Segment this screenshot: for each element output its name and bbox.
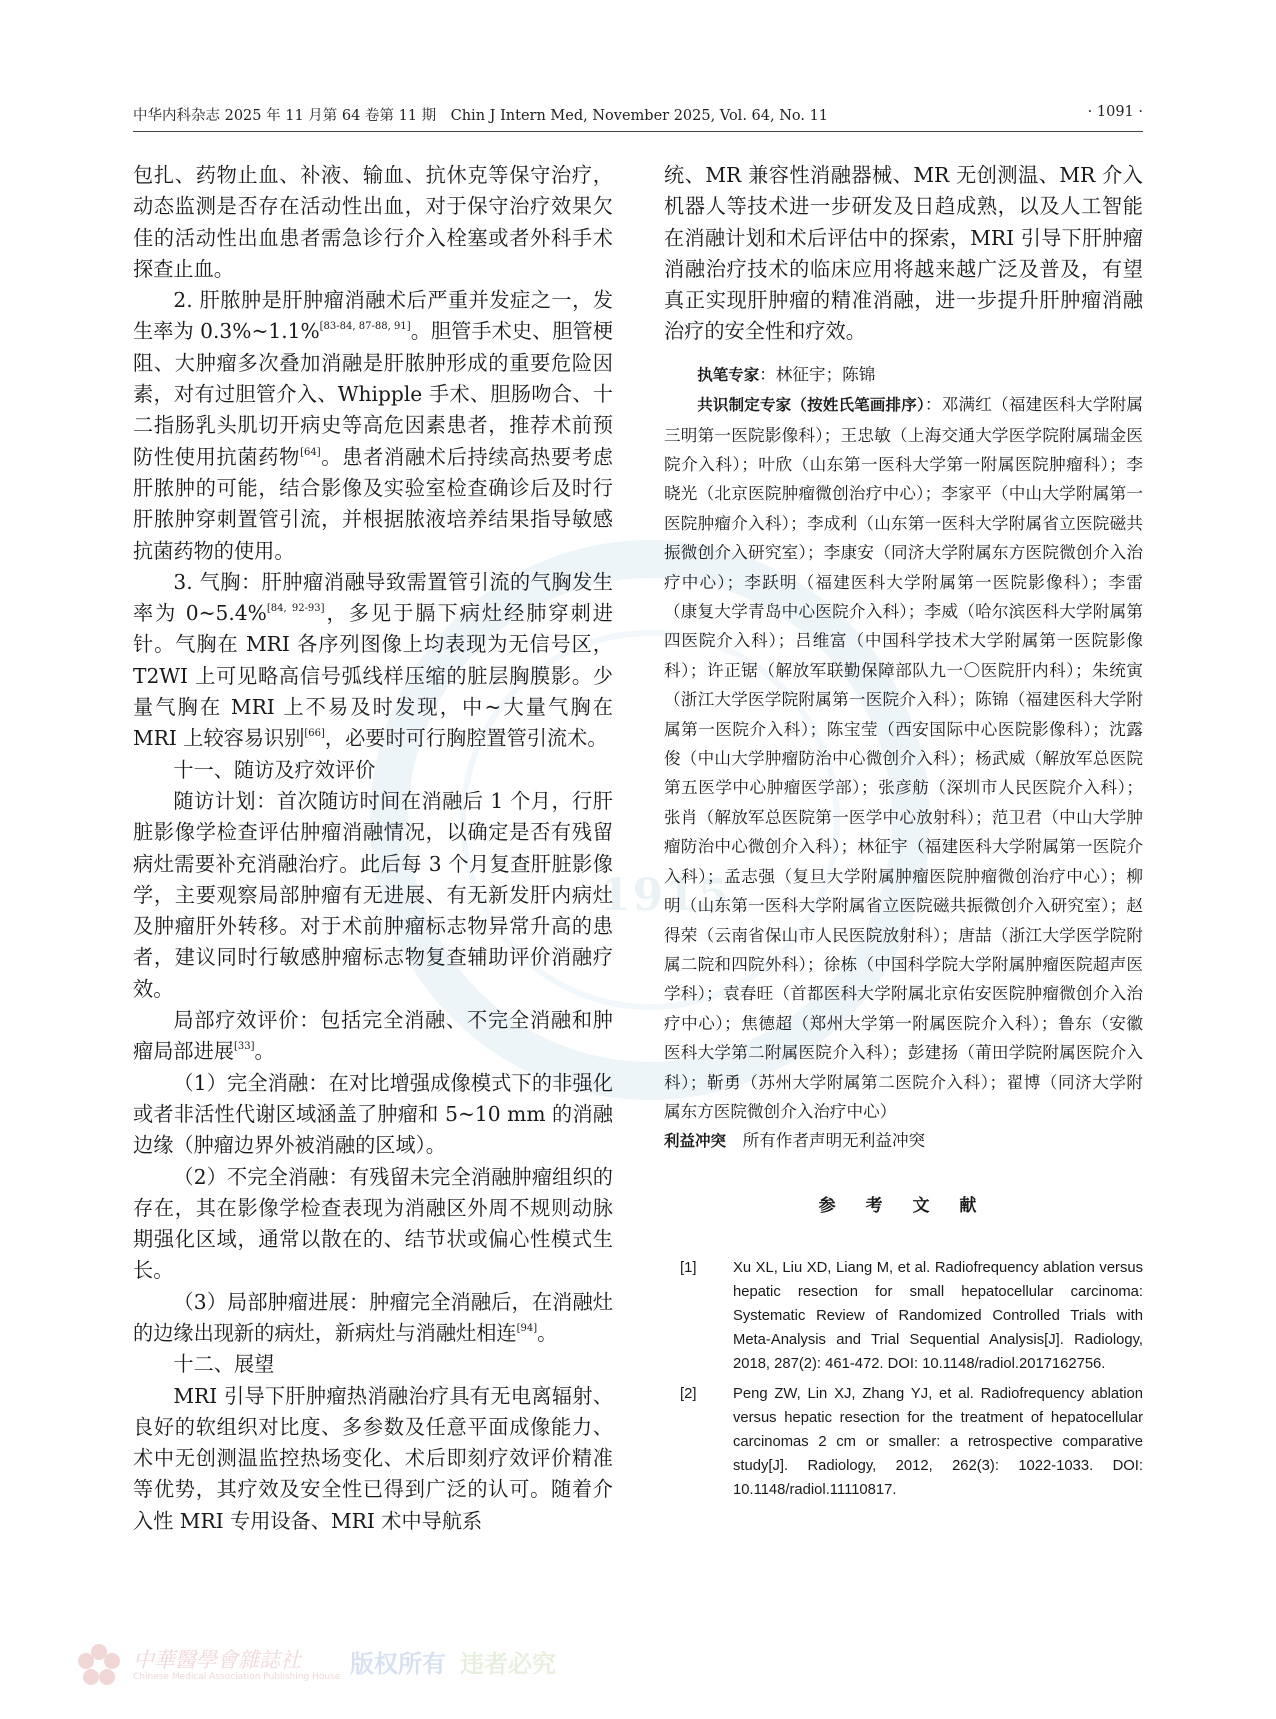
paragraph-incomplete-ablation: （2）不完全消融：有残留未完全消融肿瘤组织的存在，其在影像学检查表现为消融区外周不规则动脉期强化区域，通常以散在的、结节状或偏心性模式生长。 xyxy=(133,1164,613,1283)
conflict-statement: 所有作者声明无利益冲突 xyxy=(726,1131,926,1151)
flower-logo-icon xyxy=(75,1642,123,1690)
citation: [94] xyxy=(516,1322,538,1334)
journal-citation: 中华内科杂志 2025 年 11 月第 64 卷第 11 期 Chin J Intern Med, November 2025, Vol. 64, No. 11 xyxy=(133,108,829,124)
reference-item xyxy=(680,1256,1143,1376)
text-span: 3. 气胸：肝肿瘤消融导致需置管引流的气胸发生率为 0~5.4% xyxy=(133,569,613,626)
experts-list xyxy=(664,390,1143,1126)
header-rule xyxy=(133,131,1143,132)
citation: [66] xyxy=(304,728,325,740)
paragraph-outlook: MRI 引导下肝肿瘤热消融治疗具有无电离辐射、良好的软组织对比度、多参数及任意平面成像能力、术中无创测温监控热场变化、术后即刻疗效评价精准等优势，其疗效及安全性已得到广泛的认可。随着介入性 MRI 专用设备、MRI 术中导航系 xyxy=(133,1383,613,1533)
infringement-mark: 违者必究 xyxy=(460,1649,556,1678)
left-column xyxy=(133,160,613,1537)
text-span: ，必要时可行胸腔置管引流术。 xyxy=(324,726,608,751)
paragraph-liver-abscess xyxy=(133,285,613,567)
page-number: · 1091 · xyxy=(1087,104,1143,120)
section-heading-outlook: 十二、展望 xyxy=(173,1352,275,1377)
paragraph-local-efficacy xyxy=(133,1005,613,1068)
text-span: 局部疗效评价：包括完全消融、不完全消融和肿瘤局部进展 xyxy=(133,1008,613,1064)
reference-item xyxy=(680,1382,1143,1502)
text-span: 。 xyxy=(537,1320,558,1345)
reference-number: [2] xyxy=(680,1386,697,1403)
text-span: 2. 肝脓肿是肝肿瘤消融术后严重并发症之一，发生率为 0.3%~1.1% xyxy=(133,288,613,344)
paragraph-complete-ablation: （1）完全消融：在对比增强成像模式下的非强化或者非活性代谢区域涵盖了肿瘤和 5~10 mm 的消融边缘（肿瘤边界外被消融的区域）。 xyxy=(133,1070,613,1158)
citation: [83-84, 87-88, 91] xyxy=(319,321,411,333)
text-span: 。 xyxy=(254,1039,275,1064)
experts-label: 共识制定专家（按姓氏笔画排序） xyxy=(697,396,925,415)
conflict-of-interest xyxy=(664,1126,1143,1156)
contributors-block xyxy=(664,360,1143,1157)
paragraph-local-progression xyxy=(133,1287,613,1350)
paragraph-pneumothorax xyxy=(133,567,613,755)
paragraph-outlook-continued: 统、MR 兼容性消融器械、MR 无创测温、MR 介入机器人等技术进一步研发及日趋成熟，以及人工智能在消融计划和术后评估中的探索，MRI 引导下肝肿瘤消融治疗技术的临床应用将越来越广泛及普及，有望真正实现肝肿瘤的精准消融，进一步提升肝肿瘤消融治疗的安全性和疗效。 xyxy=(664,163,1143,344)
publisher-name: 中華醫學會雜誌社 xyxy=(133,1648,301,1672)
citation: [84, 92-93] xyxy=(266,603,325,615)
paragraph-follow-up-plan: 随访计划：首次随访时间在消融后 1 个月，行肝脏影像学检查评估肿瘤消融情况，以确定是否有残留病灶需要补充消融治疗。此后每 3 个月复查肝脏影像学，主要观察局部肿瘤有无进展、有无新发肝内病灶及肿瘤肝外转移。对于术前肿瘤标志物异常升高的患者，建议同时行敏感肿瘤标志物复查辅助评价消融疗效。 xyxy=(133,788,613,1001)
reference-number: [1] xyxy=(680,1260,697,1277)
running-header xyxy=(133,100,1143,128)
reference-text: Xu XL, Liu XD, Liang M, et al. Radiofrequency ablation versus hepatic resection for small hepatocellular carcinoma: Systematic Review of Randomized Controlled Trials with Meta-Analysis and Trial Sequential Analysis[J]. Radiology, 2018, 287(2): 461-472. DOI: 10.1148/radiol.2017162756. xyxy=(733,1260,1143,1373)
conflict-label: 利益冲突 xyxy=(664,1132,727,1151)
authors-label: 执笔专家 xyxy=(697,365,760,384)
text-span: 。患者消融术后持续高热要考虑肝脓肿的可能，结合影像及实验室检查确诊后及时行肝脓肿穿刺置管引流，并根据脓液培养结果指导敏感抗菌药物的使用。 xyxy=(133,444,613,563)
text-span: ，多见于膈下病灶经肺穿刺进针。气胸在 MRI 各序列图像上均表现为无信号区，T2WI 上可见略高信号弧线样压缩的脏层胸膜影。少量气胸在 MRI 上不易及时发现，中~大量气胸在 MRI 上较容易识别 xyxy=(133,601,613,751)
text-span: 。胆管手术史、胆管梗阻、大肿瘤多次叠加消融是肝脓肿形成的重要危险因素，对有过胆管介入、Whipple 手术、胆肠吻合、十二指肠乳头肌切开病史等高危因素患者，推荐术前预防性使用抗菌药物 xyxy=(133,319,613,469)
reference-text: Peng ZW, Lin XJ, Zhang YJ, et al. Radiofrequency ablation versus hepatic resection for the treatment of hepatocellular carcinomas 2 cm or smaller: a retrospective comparative study[J]. Radiology, 2012, 262(3): 1022-1033. DOI: 10.1148/radiol.11110817. xyxy=(733,1386,1143,1499)
experts-names: ：邓满红（福建医科大学附属三明第一医院影像科）；王忠敏（上海交通大学医学院附属瑞金医院介入科）；叶欣（山东第一医科大学第一附属医院肿瘤科）；李晓光（北京医院肿瘤微创治疗中心）；李家平（中山大学附属第一医院肿瘤介入科）；李成利（山东第一医科大学附属省立医院磁共振微创介入研究室）；李康安（同济大学附属东方医院微创介入治疗中心）；李跃明（福建医科大学附属第一医院影像科）；李雷（康复大学青岛中心医院介入科）；李威（哈尔滨医科大学附属第四医院介入科）；吕维富（中国科学技术大学附属第一医院影像科）；许正锯（解放军联勤保障部队九一〇医院肝内科）；朱统寅（浙江大学医学院附属第一医院介入科）；陈锦（福建医科大学附属第一医院介入科）；陈宝莹（西安国际中心医院影像科）；沈露俊（中山大学肿瘤防治中心微创介入科）；杨武威（解放军总医院第五医学中心肿瘤医学部）；张彦舫（深圳市人民医院介入科）；张肖（解放军总医院第一医学中心放射科）；范卫君（中山大学肿瘤防治中心微创介入科）；林征宇（福建医科大学附属第一医院介入科）；孟志强（复旦大学附属肿瘤医院肿瘤微创治疗中心）；柳明（山东第一医科大学附属省立医院磁共振微创介入研究室）；赵得荣（云南省保山市人民医院放射科）；唐喆（浙江大学医学院附属二院和四院外科）；徐栋（中国科学院大学附属肿瘤医院超声医学科）；袁春旺（首都医科大学附属北京佑安医院肿瘤微创介入治疗中心）；焦德超（郑州大学第一附属医院介入科）；鲁东（安徽医科大学第二附属医院介入科）；彭建扬（莆田学院附属医院介入科）；靳勇（苏州大学附属第二医院介入科）；翟博（同济大学附属东方医院微创介入治疗中心） xyxy=(664,395,1143,1121)
authors-line xyxy=(664,360,1143,390)
citation: [64] xyxy=(300,446,321,458)
references-title: 参 考 文 献 xyxy=(818,1195,989,1216)
text-span: （3）局部肿瘤进展：肿瘤完全消融后，在消融灶的边缘出现新的病灶，新病灶与消融灶相连 xyxy=(133,1289,613,1345)
authors-names: ：林征宇；陈锦 xyxy=(759,364,876,384)
section-heading-follow-up: 十一、随访及疗效评价 xyxy=(173,757,376,782)
publisher-footer-watermark xyxy=(75,1640,555,1696)
citation: [33] xyxy=(233,1041,255,1053)
right-column xyxy=(664,160,1143,1508)
copyright-mark: 版权所有 xyxy=(350,1649,446,1678)
paragraph-bleeding-treatment: 包扎、药物止血、补液、输血、抗休克等保守治疗，动态监测是否存在活动性出血，对于保守治疗效果欠佳的活动性出血患者需急诊行介入栓塞或者外科手术探查止血。 xyxy=(133,163,613,281)
watermark-year: 1915 xyxy=(600,870,731,921)
publisher-name-en: Chinese Medical Association Publishing House xyxy=(133,1672,341,1682)
